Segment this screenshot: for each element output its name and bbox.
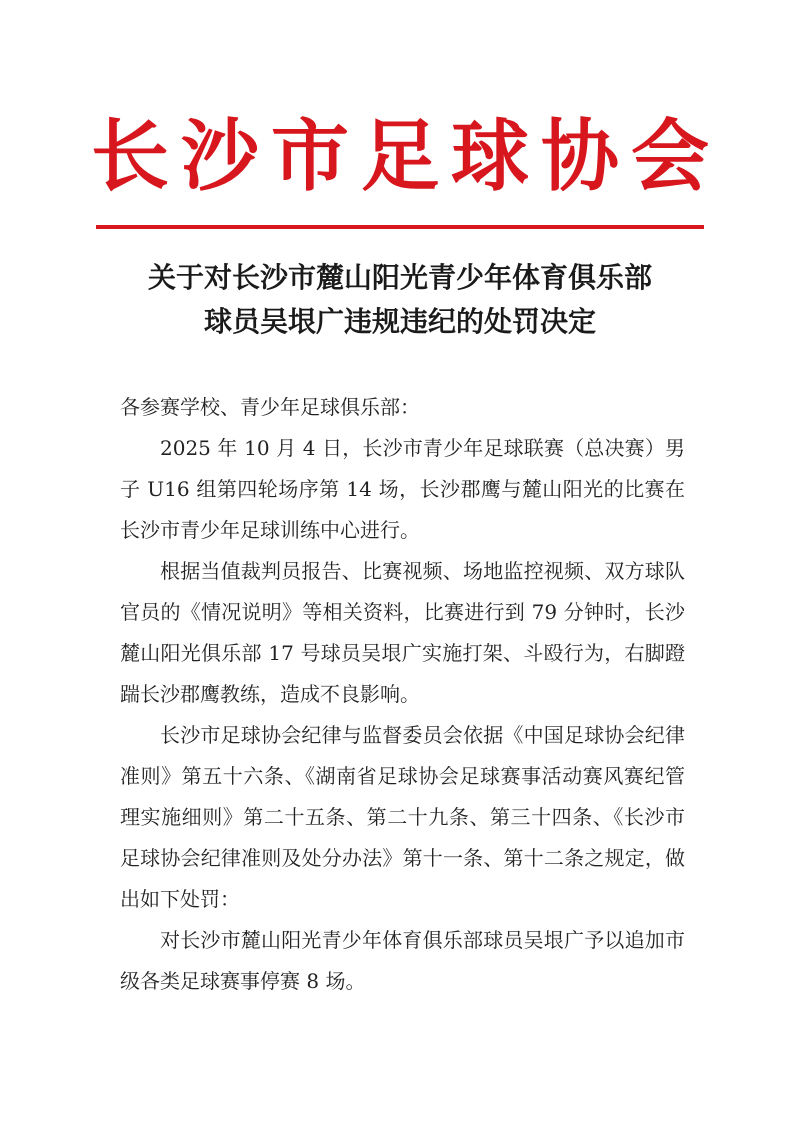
paragraph-penalty: 对长沙市麓山阳光青少年体育俱乐部球员吴垠广予以追加市级各类足球赛事停赛 8 场。 (120, 928, 685, 993)
title-line-2: 球员吴垠广违规违纪的处罚决定 (203, 305, 596, 338)
paragraph-incident: 2025 年 10 月 4 日，长沙市青少年足球联赛（总决赛）男子 U16 组第四轮场序第 14 场，长沙郡鹰与麓山阳光的比赛在长沙市青少年足球训练中心进行。 (120, 436, 685, 542)
header-divider (96, 225, 704, 229)
document-body (120, 387, 685, 1002)
paragraph-basis: 长沙市足球协会纪律与监督委员会依据《中国足球协会纪律准则》第五十六条、《湖南省足球协会足球赛事活动赛风赛纪管理实施细则》第二十五条、第二十九条、第三十四条、《长沙市足球协会纪律准则及处分办法》第十一条、第十二条之规定，做出如下处罚： (120, 723, 685, 911)
document-title (0, 256, 800, 344)
salutation: 各参赛学校、青少年足球俱乐部： (120, 395, 420, 419)
paragraph-findings: 根据当值裁判员报告、比赛视频、场地监控视频、双方球队官员的《情况说明》等相关资料，比赛进行到 79 分钟时，长沙麓山阳光俱乐部 17 号球员吴垠广实施打架、斗殴行为，右脚蹬踹长沙郡鹰教练，造成不良影响。 (120, 559, 685, 706)
title-line-1: 关于对长沙市麓山阳光青少年体育俱乐部 (147, 261, 652, 294)
org-name-header: 长沙市足球协会 (90, 111, 721, 202)
